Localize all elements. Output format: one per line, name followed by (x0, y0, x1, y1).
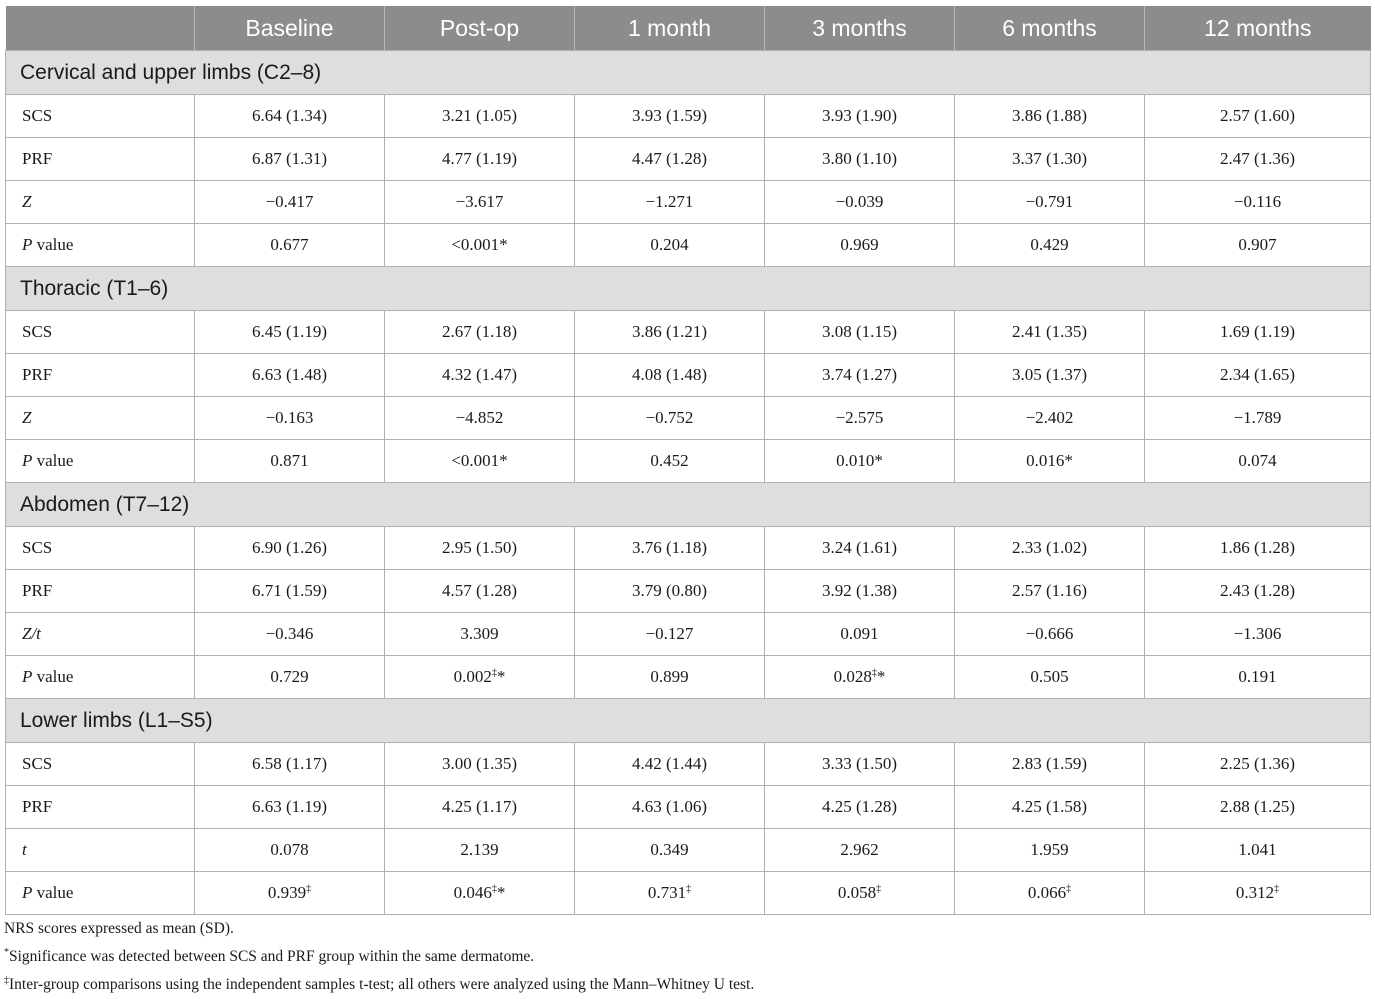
group-title: Cervical and upper limbs (C2–8) (6, 51, 1371, 95)
table-cell: 2.41 (1.35) (955, 311, 1145, 354)
table-cell: 2.962 (765, 829, 955, 872)
row-label (6, 224, 195, 267)
table-cell: 6.71 (1.59) (195, 570, 385, 613)
table-cell: 2.43 (1.28) (1145, 570, 1371, 613)
table-cell: 0.677 (195, 224, 385, 267)
row-label (6, 656, 195, 699)
row-label-text: PRF (22, 365, 53, 384)
table-row (6, 311, 1371, 354)
table-cell: 3.00 (1.35) (385, 743, 575, 786)
table-cell: 2.33 (1.02) (955, 527, 1145, 570)
table-cell: 0.452 (575, 440, 765, 483)
table-cell: 0.016* (955, 440, 1145, 483)
table-cell: 6.63 (1.19) (195, 786, 385, 829)
table-cell: 2.88 (1.25) (1145, 786, 1371, 829)
row-label (6, 743, 195, 786)
table-cell: −2.402 (955, 397, 1145, 440)
group-header-row (6, 267, 1371, 311)
table-cell: 3.93 (1.90) (765, 95, 955, 138)
table-cell: 0.074 (1145, 440, 1371, 483)
table-cell: −0.039 (765, 181, 955, 224)
table-cell: 0.349 (575, 829, 765, 872)
footnote-nrs: NRS scores expressed as mean (SD). (4, 920, 234, 937)
header-cell-empty (6, 6, 195, 51)
footnote-significance: *Significance was detected between SCS and PRF group within the same dermatome. (4, 947, 535, 966)
table-cell: 0.078 (195, 829, 385, 872)
table-cell: 0.204 (575, 224, 765, 267)
table-cell: −3.617 (385, 181, 575, 224)
table-cell: 4.63 (1.06) (575, 786, 765, 829)
table-cell: 2.34 (1.65) (1145, 354, 1371, 397)
table-cell: 2.47 (1.36) (1145, 138, 1371, 181)
table-cell: 0.312‡ (1145, 872, 1371, 915)
table-cell: 1.959 (955, 829, 1145, 872)
table-cell: 6.58 (1.17) (195, 743, 385, 786)
table-row (6, 397, 1371, 440)
table-cell: 4.42 (1.44) (575, 743, 765, 786)
table-cell: 0.939‡ (195, 872, 385, 915)
row-label (6, 527, 195, 570)
table-cell: 2.25 (1.36) (1145, 743, 1371, 786)
row-label-text: Z (22, 192, 32, 211)
table-cell: 0.091 (765, 613, 955, 656)
footnote-test: ‡Inter-group comparisons using the independent samples t-test; all others were analyzed using the Mann–Whitney U test. (4, 975, 755, 994)
table-cell: 3.79 (0.80) (575, 570, 765, 613)
table-cell: 4.25 (1.28) (765, 786, 955, 829)
table-cell: 0.429 (955, 224, 1145, 267)
row-label (6, 354, 195, 397)
table-cell: 2.67 (1.18) (385, 311, 575, 354)
table-cell: −0.127 (575, 613, 765, 656)
table-row (6, 570, 1371, 613)
header-cell: 3 months (765, 6, 955, 51)
table-cell: 0.899 (575, 656, 765, 699)
table-row (6, 872, 1371, 915)
table-cell: 0.028‡* (765, 656, 955, 699)
table-cell: 3.86 (1.21) (575, 311, 765, 354)
table-cell: 4.32 (1.47) (385, 354, 575, 397)
table-cell: −1.271 (575, 181, 765, 224)
table-cell: 3.74 (1.27) (765, 354, 955, 397)
table-cell: 4.57 (1.28) (385, 570, 575, 613)
table-cell: 1.041 (1145, 829, 1371, 872)
table-row (6, 786, 1371, 829)
table-row (6, 181, 1371, 224)
row-label-text: P value (22, 667, 74, 686)
table-cell: 0.969 (765, 224, 955, 267)
table-cell: 2.57 (1.60) (1145, 95, 1371, 138)
table-cell: 6.87 (1.31) (195, 138, 385, 181)
table-cell: 0.066‡ (955, 872, 1145, 915)
table-cell: 3.309 (385, 613, 575, 656)
row-label-text: Z/t (22, 624, 41, 643)
group-title: Abdomen (T7–12) (6, 483, 1371, 527)
table-cell: −1.789 (1145, 397, 1371, 440)
row-label (6, 570, 195, 613)
table-cell: −0.417 (195, 181, 385, 224)
table-cell: 3.24 (1.61) (765, 527, 955, 570)
table-cell: <0.001* (385, 224, 575, 267)
table-cell: 6.90 (1.26) (195, 527, 385, 570)
table-cell: 3.21 (1.05) (385, 95, 575, 138)
row-label (6, 95, 195, 138)
table-row (6, 224, 1371, 267)
row-label-text: P value (22, 451, 74, 470)
row-label (6, 440, 195, 483)
row-label (6, 181, 195, 224)
table-cell: 4.47 (1.28) (575, 138, 765, 181)
table-cell: 3.92 (1.38) (765, 570, 955, 613)
table-cell: 0.871 (195, 440, 385, 483)
table-cell: 0.058‡ (765, 872, 955, 915)
table-cell: −0.163 (195, 397, 385, 440)
table-row (6, 354, 1371, 397)
table-cell: −1.306 (1145, 613, 1371, 656)
table-row (6, 743, 1371, 786)
table-cell: 2.139 (385, 829, 575, 872)
table-cell: 6.45 (1.19) (195, 311, 385, 354)
table-cell: 3.33 (1.50) (765, 743, 955, 786)
row-label (6, 829, 195, 872)
table-cell: 3.76 (1.18) (575, 527, 765, 570)
row-label-text: P value (22, 883, 74, 902)
header-row (6, 6, 1371, 51)
group-title: Lower limbs (L1–S5) (6, 699, 1371, 743)
table-header (6, 6, 1371, 51)
table-cell: 3.80 (1.10) (765, 138, 955, 181)
results-table-container (5, 6, 1370, 915)
table-cell: −0.116 (1145, 181, 1371, 224)
table-cell: −0.666 (955, 613, 1145, 656)
table-cell: 0.907 (1145, 224, 1371, 267)
table-cell: 4.77 (1.19) (385, 138, 575, 181)
table-row (6, 829, 1371, 872)
table-cell: −0.346 (195, 613, 385, 656)
row-label-text: SCS (22, 322, 53, 341)
table-row (6, 95, 1371, 138)
table-cell: 6.63 (1.48) (195, 354, 385, 397)
row-label-text: P value (22, 235, 74, 254)
row-label-text: SCS (22, 754, 53, 773)
row-label (6, 872, 195, 915)
table-row (6, 440, 1371, 483)
table-cell: −4.852 (385, 397, 575, 440)
table-cell: 2.83 (1.59) (955, 743, 1145, 786)
row-label-text: t (22, 840, 27, 859)
table-cell: −0.791 (955, 181, 1145, 224)
table-cell: 3.86 (1.88) (955, 95, 1145, 138)
table-cell: 0.002‡* (385, 656, 575, 699)
row-label-text: Z (22, 408, 32, 427)
table-cell: 0.505 (955, 656, 1145, 699)
header-cell: 12 months (1145, 6, 1371, 51)
header-cell: Baseline (195, 6, 385, 51)
table-cell: 2.95 (1.50) (385, 527, 575, 570)
table-cell: −2.575 (765, 397, 955, 440)
table-cell: <0.001* (385, 440, 575, 483)
row-label-text: PRF (22, 149, 53, 168)
header-cell: 1 month (575, 6, 765, 51)
nrs-scores-table (5, 6, 1371, 915)
table-cell: 0.729 (195, 656, 385, 699)
table-cell: 3.08 (1.15) (765, 311, 955, 354)
row-label (6, 311, 195, 354)
row-label (6, 138, 195, 181)
table-cell: 0.731‡ (575, 872, 765, 915)
table-cell: 3.93 (1.59) (575, 95, 765, 138)
row-label-text: PRF (22, 581, 53, 600)
table-cell: −0.752 (575, 397, 765, 440)
table-cell: 0.191 (1145, 656, 1371, 699)
header-cell: 6 months (955, 6, 1145, 51)
table-cell: 1.86 (1.28) (1145, 527, 1371, 570)
header-cell: Post-op (385, 6, 575, 51)
table-row (6, 527, 1371, 570)
group-header-row (6, 699, 1371, 743)
row-label (6, 613, 195, 656)
row-label (6, 397, 195, 440)
row-label-text: SCS (22, 106, 53, 125)
row-label (6, 786, 195, 829)
table-cell: 3.05 (1.37) (955, 354, 1145, 397)
group-title: Thoracic (T1–6) (6, 267, 1371, 311)
table-row (6, 138, 1371, 181)
row-label-text: SCS (22, 538, 53, 557)
table-row (6, 613, 1371, 656)
group-header-row (6, 51, 1371, 95)
table-row (6, 656, 1371, 699)
table-cell: 4.25 (1.17) (385, 786, 575, 829)
group-header-row (6, 483, 1371, 527)
table-cell: 0.010* (765, 440, 955, 483)
table-cell: 3.37 (1.30) (955, 138, 1145, 181)
table-cell: 4.25 (1.58) (955, 786, 1145, 829)
table-cell: 6.64 (1.34) (195, 95, 385, 138)
table-cell: 2.57 (1.16) (955, 570, 1145, 613)
table-cell: 1.69 (1.19) (1145, 311, 1371, 354)
row-label-text: PRF (22, 797, 53, 816)
table-cell: 4.08 (1.48) (575, 354, 765, 397)
table-cell: 0.046‡* (385, 872, 575, 915)
table-footnotes (4, 919, 754, 999)
table-body (6, 51, 1371, 915)
